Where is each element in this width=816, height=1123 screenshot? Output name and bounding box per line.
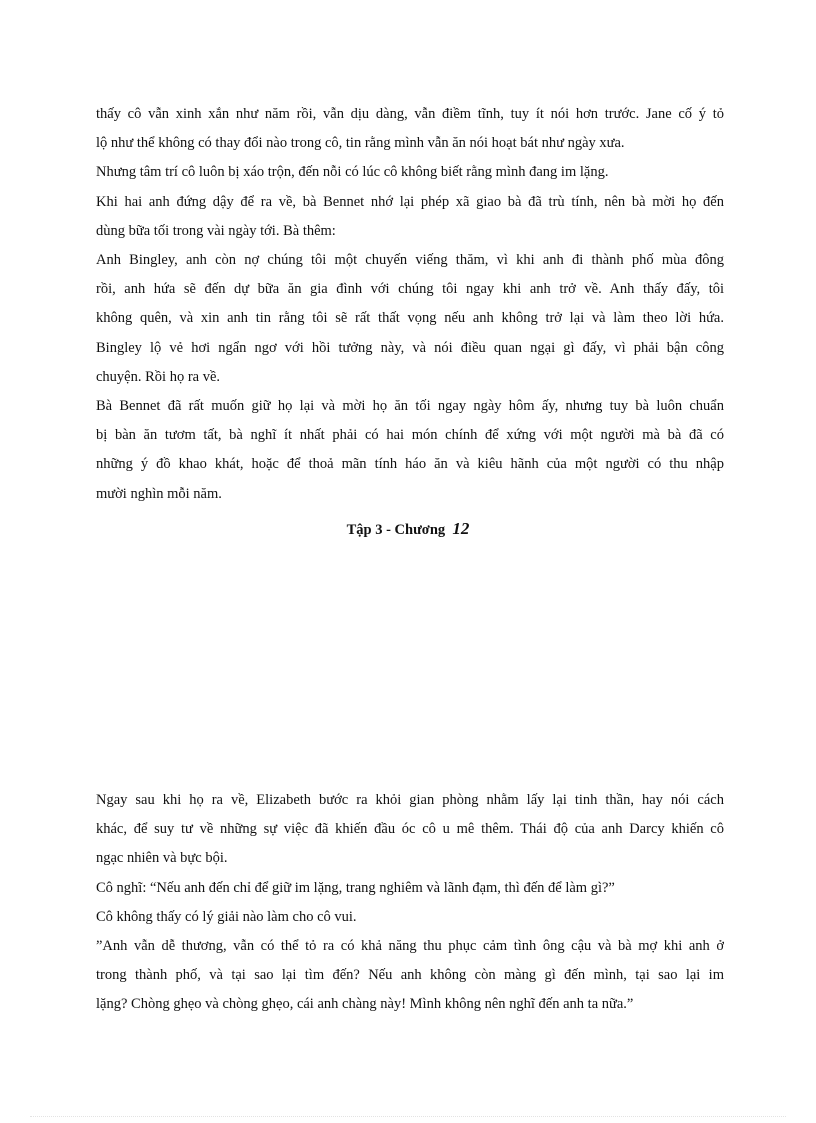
text-line: dùng bữa tối trong vài ngày tới. Bà thêm: [96, 222, 336, 239]
text-line: ”Anh vẫn dễ thương, vẫn có thể tỏ ra có khả năng thu phục cảm tình ông cậu và bà mợ khi anh ở [96, 938, 724, 955]
text-line: bị bàn ăn tươm tất, bà nghĩ ít nhất phải có hai món chính để xứng với một người mà bà đã có [96, 427, 724, 444]
chapter-heading [0, 516, 816, 543]
text-line: lộ như thể không có thay đổi nào trong cô, tin rằng mình vẫn ăn nói hoạt bát như ngày xưa. [96, 135, 625, 152]
text-line: ngạc nhiên và bực bội. [96, 850, 228, 867]
chapter-heading-label: Tập 3 - Chương [346, 522, 446, 538]
text-line: Anh Bingley, anh còn nợ chúng tôi một chuyến viếng thăm, vì khi anh đi thành phố mùa đông [96, 252, 724, 269]
text-line: thấy cô vẫn xinh xắn như năm rồi, vẫn dịu dàng, vẫn điềm tĩnh, tuy ít nói hơn trước. Jane cố ý tỏ [96, 106, 724, 122]
text-line: Bà Bennet đã rất muốn giữ họ lại và mời họ ăn tối ngay ngày hôm ấy, nhưng tuy bà luôn chuẩn [96, 398, 724, 415]
text-line: trong thành phố, và tại sao lại tìm đến? Nếu anh không còn màng gì đến mình, tại sao lại im [96, 967, 724, 984]
text-line: khác, để suy tư về những sự việc đã khiến đầu óc cô u mê thêm. Thái độ của anh Darcy khiến cô [96, 821, 724, 838]
text-line: Cô nghĩ: “Nếu anh đến chỉ để giữ im lặng, trang nghiêm và lãnh đạm, thì đến để làm gì?” [96, 879, 615, 896]
section-1-text [96, 100, 724, 509]
text-line: chuyện. Rồi họ ra về. [96, 368, 221, 385]
section-2-text [96, 786, 724, 1020]
text-line: Bingley lộ vẻ hơi ngẩn ngơ với hồi tưởng này, và nói điều quan ngại gì đấy, vì phải bận công [96, 339, 724, 356]
chapter-number: 12 [452, 519, 470, 538]
page-bottom-divider [30, 1116, 786, 1117]
text-line: Ngay sau khi họ ra về, Elizabeth bước ra khỏi gian phòng nhằm lấy lại tinh thần, hay nói cách [96, 792, 724, 808]
text-line: Nhưng tâm trí cô luôn bị xáo trộn, đến nỗi có lúc cô không biết rằng mình đang im lặng. [96, 164, 609, 181]
text-line: Khi hai anh đứng dậy để ra về, bà Bennet nhớ lại phép xã giao bà đã trù tính, nên bà mời họ đến [96, 193, 724, 210]
text-line: mười nghìn mỗi năm. [96, 485, 222, 502]
text-line: rồi, anh hứa sẽ đến dự bữa ăn gia đình với chúng tôi ngay khi anh trở về. Anh thấy đấy, tôi [96, 281, 724, 298]
text-line: lặng? Chòng ghẹo và chòng ghẹo, cái anh chàng này! Mình không nên nghĩ đến anh ta nữa.” [96, 996, 634, 1013]
text-line: không quên, và xin anh tin rằng tôi sẽ rất thất vọng nếu anh không trở lại và làm theo lời hứa. [96, 310, 724, 327]
text-line: những ý đồ khao khát, hoặc để thoả mãn tính háo ăn và kiêu hãnh của một người có thu nhập [96, 456, 724, 473]
text-line: Cô không thấy có lý giải nào làm cho cô vui. [96, 908, 357, 925]
